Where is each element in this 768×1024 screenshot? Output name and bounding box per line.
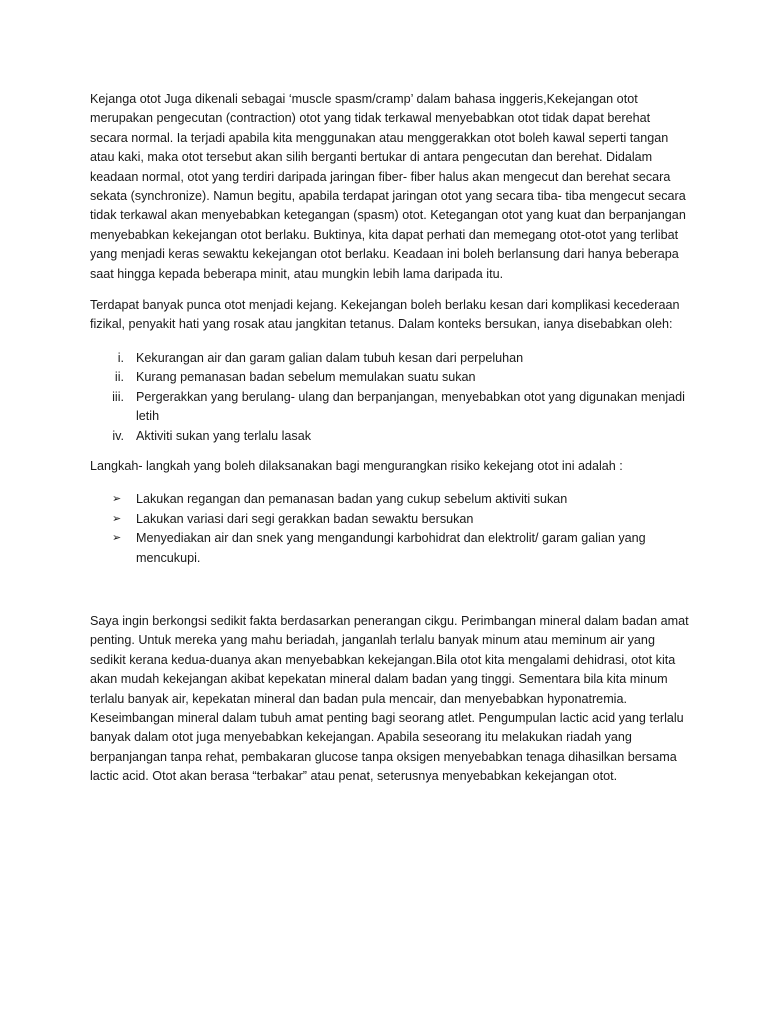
list-item xyxy=(90,388,690,427)
paragraph-facts: Saya ingin berkongsi sedikit fakta berdasarkan penerangan cikgu. Perimbangan mineral dalam badan amat penting. Untuk mereka yang mahu beriadah, janganlah terlalu banyak minum atau meminum air yang sedikit kerana kedua-duanya akan menyebabkan kekejangan.Bila otot kita mengalami dehidrasi, otot kita akan mudah kekejangan akibat kepekatan mineral dalam badan yang tinggi. Sementara bila kita minum terlalu banyak air, kepekatan mineral dan badan pula mencair, dan menyebabkan hyponatremia. Keseimbangan mineral dalam tubuh amat penting bagi seorang atlet. Pengumpulan lactic acid yang terlalu banyak dalam otot juga menyebabkan kekejangan. Apabila seseorang itu melakukan riadah yang berpanjangan tanpa rehat, pembakaran glucose tanpa oksigen menyebabkan tenaga dihasilkan bersama lactic acid. Otot akan berasa “terbakar” atau penat, seterusnya menyebabkan kekejangan otot. xyxy=(90,613,689,784)
list-item-text: Aktiviti sukan yang terlalu lasak xyxy=(136,428,311,443)
document-body xyxy=(90,90,690,798)
list-item-text: Pergerakkan yang berulang- ulang dan berpanjangan, menyebabkan otot yang digunakan menjadi letih xyxy=(136,389,685,424)
arrow-bullet-icon: ➢ xyxy=(112,493,122,506)
list-item-text: Menyediakan air dan snek yang mengandungi karbohidrat dan elektrolit/ garam galian yang mencukupi. xyxy=(136,531,646,565)
list-item xyxy=(90,368,690,387)
arrow-bullet-icon: ➢ xyxy=(112,532,122,545)
list-item xyxy=(90,427,690,446)
list-item-text: Lakukan variasi dari segi gerakkan badan sewaktu bersukan xyxy=(136,511,474,526)
list-item xyxy=(90,510,690,529)
list-marker: iv. xyxy=(112,428,124,443)
list-marker: ii. xyxy=(114,370,124,385)
list-marker: iii. xyxy=(112,389,124,404)
list-item-text: Kekurangan air dan garam galian dalam tubuh kesan dari perpeluhan xyxy=(136,350,524,365)
paragraph-definition: Kejanga otot Juga dikenali sebagai ‘muscle spasm/cramp’ dalam bahasa inggeris,Kekejangan otot merupakan pengecutan (contraction) otot yang tidak terkawal menyebabkan otot tidak dapat berehat secara normal. Ia terjadi apabila kita menggunakan atau menggerakkan otot boleh kawal seperti tangan atau kaki, maka otot tersebut akan silih berganti bertukar di antara pengecutan dan berehat. Didalam keadaan normal, otot yang terdiri daripada jaringan fiber- fiber halus akan mengecut dan berehat secara sekata (synchronize). Namun begitu, apabila terdapat jaringan otot yang secara tiba- tiba mengecut secara tidak terkawal akan menyebabkan ketegangan (spasm) otot. Ketegangan otot yang kuat dan berpanjangan menyebabkan kekejangan otot berlaku. Buktinya, kita dapat perhati dan memegang otot-otot yang terlibat yang menjadi keras sewaktu kekejangan otot berlaku. Keadaan ini boleh berlansung dari hanya beberapa saat hingga kepada beberapa minit, atau mungkin lebih lama daripada itu. xyxy=(90,92,686,281)
causes-list xyxy=(90,349,690,446)
list-item-text: Kurang pemanasan badan sebelum memulakan suatu sukan xyxy=(136,370,476,385)
steps-list xyxy=(90,490,690,568)
list-item xyxy=(90,529,690,568)
list-item xyxy=(90,490,690,509)
list-item xyxy=(90,349,690,368)
list-marker: i. xyxy=(117,350,124,365)
arrow-bullet-icon: ➢ xyxy=(112,512,122,525)
paragraph-causes-intro: Terdapat banyak punca otot menjadi kejang. Kekejangan boleh berlaku kesan dari komplikasi kecederaan fizikal, penyakit hati yang rosak atau jangkitan tetanus. Dalam konteks bersukan, ianya disebabkan oleh: xyxy=(90,298,680,332)
list-item-text: Lakukan regangan dan pemanasan badan yang cukup sebelum aktiviti sukan xyxy=(136,492,568,507)
paragraph-steps-intro: Langkah- langkah yang boleh dilaksanakan bagi mengurangkan risiko kekejang otot ini adalah : xyxy=(90,458,623,473)
